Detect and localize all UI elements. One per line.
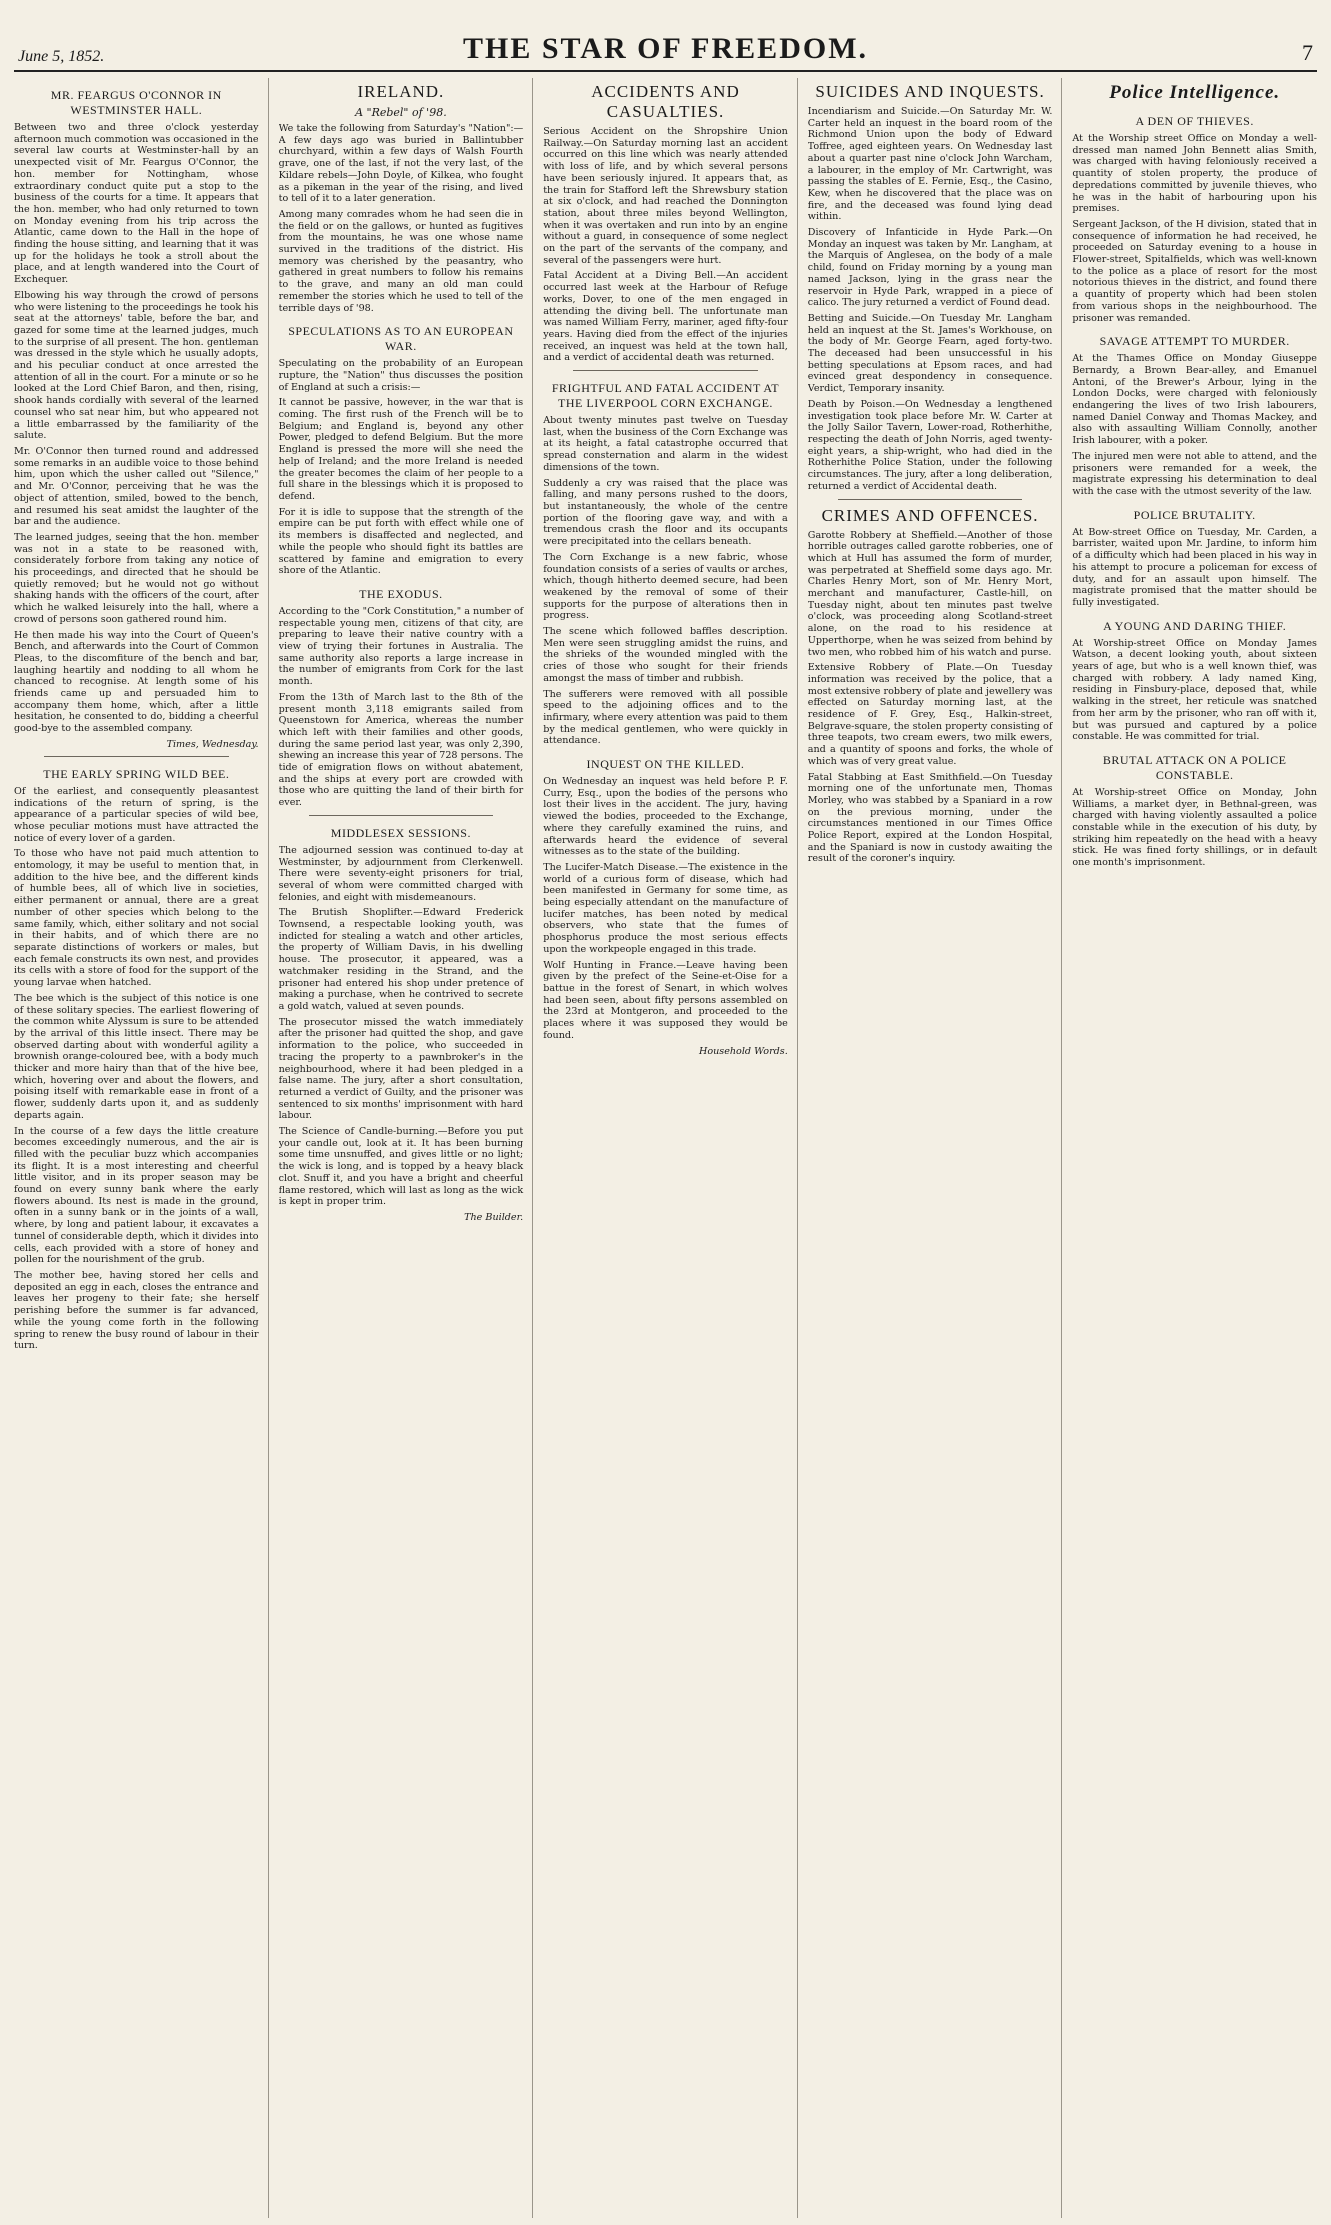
paragraph: At Worship-street Office on Monday James Watson, a decent looking youth, about sixteen years of age, but who is a well known thief, was charged with robbery. A lady named King, residing in Finsbury-place, deposed that, while walking in the street, her reticule was snatched from her arm by the prisoner, who ran off with it, but was pursued and captured by a police constable. He was committed for trial. [1072, 637, 1317, 743]
paragraph: The scene which followed baffles description. Men were seen struggling amidst the ruins, and the shrieks of the wounded mingled with the cries of those who sought for their friends amongst the mass of timber and rubbish. [543, 626, 788, 684]
paragraph: The adjourned session was continued to-day at Westminster, by adjournment from Clerkenwell. There were seventy-eight prisoners for trial, several of whom were committed charged with felonies, and eight with misdemeanours. [278, 844, 524, 903]
divider [838, 499, 1023, 500]
article-title: A "Rebel" of '98. [355, 106, 447, 119]
column-4 [808, 78, 1063, 2218]
section-heading: SUICIDES AND INQUESTS. [815, 82, 1045, 101]
paragraph: Between two and three o'clock yesterday afternoon much commotion was occasioned in the several law courts at Westminster-hall by an unexpected visit of Mr. Feargus O'Connor, the hon. member for Nottingham, whose extraordinary conduct quite put a stop to the business of the courts for a time. It appears that the hon. member, who had only returned to town on Monday evening from his trip across the Atlantic, came down to the Hall in the hope of finding the house sitting, and learning that it was up for the holidays he took a stroll about the place, and at length wandered into the Court of Exchequer. [14, 122, 259, 286]
article-source: Times, Wednesday. [166, 738, 259, 750]
paragraph: Serious Accident on the Shropshire Union Railway.—On Saturday morning last an accident occurred on this line which was nearly attended with loss of life, and by which several persons have been seriously injured. It appears that, as the train for Stafford left the Shrewsbury station at six o'clock, and had reached the Donnington station, about three miles beyond Wellington, when it was overtaken and run into by an engine without a guard, in consequence of some neglect on the part of the servants of the company, and several of the passengers were hurt. [543, 126, 788, 266]
paragraph: He then made his way into the Court of Queen's Bench, and afterwards into the Court of Common Pleas, to the discomfiture of the bench and bar, laughing heartily and nodding to all whom he chanced to recognise. At length some of his friends came up and persuaded him to accompany them home, which, after a little hesitation, he consented to do, bidding a cheerful good-bye to the assembled company. [14, 629, 259, 735]
paragraph: Of the earliest, and consequently pleasantest indications of the return of spring, is the appearance of a particular species of wild bee, whose peculiar motions must have attracted the notice of every lover of a garden. [14, 785, 259, 844]
article-title: MR. FEARGUS O'CONNOR IN WESTMINSTER HALL. [50, 88, 222, 117]
paragraph: Garotte Robbery at Sheffield.—Another of those horrible outrages called garotte robberies, one of which at Hull has assumed the form of murder, was perpetrated at Sheffield some days ago. Mr. Charles Henry Mort, son of Mr. Henry Mort, merchant and manufacturer, Castle-hill, on Tuesday night, about ten minutes past twelve o'clock, was proceeding along Scotland-street alone, on the road to his residence at Upperthorpe, when he was seized from behind by two men, who robbed him of his watch and purse. [807, 529, 1053, 658]
article-title: A DEN OF THIEVES. [1135, 114, 1254, 128]
paragraph: Sergeant Jackson, of the H division, stated that in consequence of information he had received, he proceeded on Saturday evening to a house in Flower-street, Spitalfields, which was well-known to the police as a place of resort for the most notorious thieves in the district, and found there a quantity of property which had been stolen from various shops in the neighbourhood. The prisoner was remanded. [1072, 218, 1317, 324]
paragraph: To those who have not paid much attention to entomology, it may be useful to mention that, in addition to the hive bee, and the different kinds of humble bees, all of which live in societies, either permanent or annual, there are a great number of other species which belong to the same family, which, either solitary and not social in their habits, and of which there are no separate distinctions of workers or males, but each female constructs its own nest, and provides its cells with a store of food for the support of the young larvae when hatched. [14, 848, 259, 989]
divider [309, 815, 494, 816]
paragraph: The learned judges, seeing that the hon. member was not in a state to be reasoned with, considerately forbore from taking any notice of his proceedings, and directed that he should be quietly removed; but he would not go without shaking hands with the officers of the court, after which he walked leisurely into the hall, where a crowd of persons soon gathered round him. [14, 531, 259, 625]
paragraph: Incendiarism and Suicide.—On Saturday Mr. W. Carter held an inquest in the board room of the Richmond Union upon the body of Edward Toffree, aged eighteen years. On Wednesday last about a quarter past nine o'clock John Warcham, a labourer, in the employ of Mr. Cartwright, was passing the stables of E. Fernie, Esq., the Casino, Kew, when he discovered that the place was on fire, and the deceased was found lying dead within. [807, 106, 1053, 223]
article-title: SAVAGE ATTEMPT TO MURDER. [1099, 334, 1290, 349]
issue-date: June 5, 1852. [18, 48, 105, 65]
paragraph: On Wednesday an inquest was held before P. F. Curry, Esq., upon the bodies of the persons who lost their lives in the accident. The jury, having viewed the bodies, proceeded to the Exchange, where they carefully examined the ruins, and afterwards heard the evidence of several witnesses as to the state of the building. [543, 776, 788, 858]
article-title: THE EXODUS. [359, 586, 443, 601]
article-title: A YOUNG AND DARING THIEF. [1103, 618, 1287, 633]
article-title: BRUTAL ATTACK ON A POLICE CONSTABLE. [1102, 752, 1287, 782]
paragraph: Mr. O'Connor then turned round and addressed some remarks in an audible voice to those behind him, upon which the usher called out "Silence," and Mr. O'Connor, perceiving that he was the object of attention, smiled, bowed to the bench, and resumed his seat amidst the laughter of the bar and the audience. [14, 445, 259, 528]
paragraph: At Bow-street Office on Tuesday, Mr. Carden, a barrister, waited upon Mr. Jardine, to inform him of a difficulty which had been placed in his way in his attempt to procure a policeman for excess of duty, and for an assault upon himself. The magistrate promised that the matter should be fully investigated. [1072, 526, 1317, 608]
paragraph: The sufferers were removed with all possible speed to the adjoining offices and to the infirmary, where every attention was paid to them by the medical gentlemen, who were quickly in attendance. [543, 688, 788, 747]
paragraph: Suddenly a cry was raised that the place was falling, and many persons rushed to the doors, but instantaneously, the whole of the centre portion of the flooring gave way, and with a tremendous crash the floor and its occupants were precipitated into the cellars beneath. [543, 477, 788, 548]
paragraph: Elbowing his way through the crowd of persons who were listening to the proceedings he took his seat at the attorneys' table, before the bar, and gazed for some time at the learned judges, much to the surprise of all present. The hon. gentleman was dressed in the style which he usually adopts, and his peculiar conduct at once arrested the attention of all in the court. For a minute or so he looked at the Lord Chief Baron, and then, rising, shook hands cordially with several of the learned counsel who sat near him, but who appeared not a little embarrassed by the familiarity of the salute. [14, 289, 259, 442]
paragraph: It cannot be passive, however, in the war that is coming. The first rush of the French will be to Belgium; and England is, beyond any other Power, pledged to defend Belgium. But the more England is pressed the more will she need the help of Ireland; and the more Ireland is needed the greater becomes the claim of her people to a full share in the blessings which it is proposed to defend. [278, 397, 524, 502]
paragraph: Death by Poison.—On Wednesday a lengthened investigation took place before Mr. W. Carter at the Jolly Sailor Tavern, Lower-road, Rotherhithe, respecting the death of John Norris, aged twenty-eight years, a ship-wright, who had died in the Rotherhithe Police Station, under the following circumstances. The jury, after a long deliberation, returned a verdict of Accidental death. [807, 398, 1053, 492]
paragraph: Betting and Suicide.—On Tuesday Mr. Langham held an inquest at the St. James's Workhouse, on the body of Mr. George Fearn, aged forty-two. The deceased had been unsuccessful in his betting speculations at Epsom races, and had evinced great despondency in consequence. Verdict, Temporary insanity. [807, 312, 1053, 395]
article-title: MIDDLESEX SESSIONS. [330, 825, 471, 840]
paragraph: We take the following from Saturday's "Nation":—A few days ago was buried in Ballintubber churchyard, within a few days of Walsh Fourth grave, one of the last, if not the very last, of the Kildare rebels—John Doyle, of Kilkea, who fought as a pikeman in the year of the rising, and lived to tell of it to a later generation. [278, 123, 524, 205]
paragraph: At the Thames Office on Monday Giuseppe Bernardy, a Brown Bear-alley, and Emanuel Antoni, of the Brewer's Arbour, lying in the London Docks, were charged with feloniously endangering the lives of two Irish labourers, named Daniel Conway and Thomas Mackey, and also with assaulting William Connolly, another Irish labourer, with a poker. [1072, 353, 1317, 447]
paragraph: Speculating on the probability of an European rupture, the "Nation" thus discusses the position of England at such a crisis:— [278, 358, 524, 393]
article-source: Household Words. [698, 1045, 788, 1057]
paragraph: Fatal Accident at a Diving Bell.—An accident occurred last week at the Harbour of Refuge works, Dover, to one of the men engaged in attending the diving bell. The unfortunate man was named William Ferry, mariner, aged fifty-four years. Having died from the effect of the injuries received, an inquest was held at the town hall, and a verdict of accidental death was returned. [543, 270, 788, 364]
paragraph: In the course of a few days the little creature becomes exceedingly numerous, and the air is filled with the peculiar buzz which accompanies its flight. It is a most interesting and cheerful little visitor, and in its proper season may be found on every sunny bank where the early flowers abound. Its nest is made in the ground, often in a sunny bank or in the joints of a wall, where, by long and patient labour, it excavates a tunnel of considerable depth, which it divides into cells, each provided with a store of honey and pollen for the nourishment of the grub. [14, 1125, 259, 1266]
article-title: POLICE BRUTALITY. [1133, 507, 1256, 522]
column-2 [279, 78, 534, 2218]
section-heading: CRIMES AND OFFENCES. [821, 505, 1039, 525]
paragraph: Among many comrades whom he had seen die in the field or on the gallows, or hunted as fugitives from the mountains, he was one whose name survived in the traditions of the district. His memory was cherished by the peasantry, who gathered in great numbers to follow his remains to the grave, and many an old man could remember the stories which he used to tell of the terrible days of '98. [278, 208, 524, 314]
column-3 [543, 78, 798, 2218]
divider [44, 756, 229, 757]
section-heading: ACCIDENTS AND CASUALTIES. [591, 82, 740, 121]
paragraph: About twenty minutes past twelve on Tuesday last, when the business of the Corn Exchange was at its height, a fatal catastrophe occurred that spread consternation and alarm in the widest dimensions of the town. [543, 415, 788, 473]
paragraph: According to the "Cork Constitution," a number of respectable young men, citizens of that city, are preparing to leave their native country with a view of trying their fortunes in Australia. The same authority also reports a large increase in the number of emigrants from Cork for the last month. [278, 605, 524, 688]
section-heading: IRELAND. [357, 82, 445, 101]
article-title: FRIGHTFUL AND FATAL ACCIDENT AT THE LIVERPOOL CORN EXCHANGE. [551, 381, 780, 411]
divider [573, 370, 758, 371]
paragraph: For it is idle to suppose that the strength of the empire can be put forth with effect while one of its members is disaffected and neglected, and while the people who should fight its battles are scattered by famine and emigration to every shore of the Atlantic. [278, 506, 524, 577]
page-number: 7 [1302, 40, 1313, 65]
paragraph: The mother bee, having stored her cells and deposited an egg in each, closes the entrance and leaves her progeny to their fate; she herself perishing before the summer is far advanced, while the young come forth in the following spring to renew the busy round of labour in their turn. [14, 1269, 259, 1352]
paragraph: Wolf Hunting in France.—Leave having been given by the prefect of the Seine-et-Oise for a battue in the forest of Senart, in which wolves had been seen, about fifty persons assembled on the 23rd at Montgeron, and proceeded to the places where it was supposed they would be found. [543, 959, 788, 1041]
paragraph: The Science of Candle-burning.—Before you put your candle out, look at it. It has been burning some time unsnuffed, and gives little or no light; the wick is long, and is topped by a heavy black clot. Snuff it, and you have a bright and cheerful flame restored, which will last as long as the wick is kept in proper trim. [278, 1126, 524, 1208]
section-heading: Police Intelligence. [1109, 82, 1281, 103]
article-title: THE EARLY SPRING WILD BEE. [43, 766, 230, 781]
paragraph: The Lucifer-Match Disease.—The existence in the world of a curious form of disease, which had been manifested in Germany for some time, as being especially attendant on the manufacture of lucifer matches, has been noted by medical observers, who state that the fumes of phosphorus produce the most serious effects upon the workpeople engaged in this trade. [543, 861, 788, 955]
columns [14, 78, 1317, 2218]
paragraph: The Corn Exchange is a new fabric, whose foundation consists of a series of vaults or arches, which, though hitherto deemed secure, had been weakened by the removal of some of their supports for the purpose of alterations then in progress. [543, 551, 788, 622]
paragraph: At Worship-street Office on Monday, John Williams, a market dyer, in Bethnal-green, was charged with having violently assaulted a police constable while in the execution of his duty, by striking him repeatedly on the head with a heavy stick. He was fined forty shillings, or in default one month's imprisonment. [1072, 786, 1317, 869]
newspaper-title: THE STAR OF FREEDOM. [462, 32, 869, 65]
article-title: INQUEST ON THE KILLED. [586, 757, 745, 772]
paragraph: The Brutish Shoplifter.—Edward Frederick Townsend, a respectable looking youth, was indicted for stealing a watch and other articles, the property of William Davis, in his dwelling house. The prosecutor, it appeared, was a watchmaker residing in the Strand, and the prisoner had entered his shop under pretence of making a purchase, when he contrived to secrete a gold watch, valued at seven pounds. [278, 907, 524, 1012]
paragraph: The bee which is the subject of this notice is one of these solitary species. The earliest flowering of the common white Alyssum is sure to be attended by the arrival of this little insect. There may be observed darting about with wonderful agility a brownish orange-coloured bee, with a body much thicker and more hairy than that of the hive bee, which, hovering over and about the flowers, and poising itself with remarkable ease in front of a flower, suddenly darts upon it, and as suddenly departs again. [14, 992, 259, 1121]
paragraph: The prosecutor missed the watch immediately after the prisoner had quitted the shop, and gave information to the police, who succeeded in tracing the property to a pawnbroker's in the neighbourhood, where it had been pledged in a false name. The jury, after a short consultation, returned a verdict of Guilty, and the prisoner was sentenced to six months' imprisonment with hard labour. [278, 1016, 524, 1122]
article-title: SPECULATIONS AS TO AN EUROPEAN WAR. [288, 324, 514, 354]
paragraph: Discovery of Infanticide in Hyde Park.—On Monday an inquest was taken by Mr. Langham, at the Marquis of Anglesea, on the body of a male child, found on Friday morning by a young man named Jackson, lying in the grass near the reservoir in Hyde Park, wrapped in a piece of calico. The jury returned a verdict of Found dead. [807, 227, 1053, 309]
article-source: The Builder. [464, 1211, 524, 1223]
paragraph: The injured men were not able to attend, and the prisoners were remanded for a week, the magistrate expressing his determination to deal with the case with the utmost severity of the law. [1072, 450, 1317, 497]
paragraph: Fatal Stabbing at East Smithfield.—On Tuesday morning one of the unfortunate men, Thomas Morley, who was stabbed by a Spaniard in a row on the previous morning, under the circumstances mentioned in our Times Office Police Report, expired at the London Hospital, and the Spaniard is now in custody awaiting the result of the coroner's inquiry. [807, 771, 1053, 865]
column-1 [14, 78, 269, 2218]
column-5 [1072, 78, 1317, 2218]
masthead [14, 14, 1317, 72]
paragraph: From the 13th of March last to the 8th of the present month 3,118 emigrants sailed from Queenstown for America, whereas the number which left with their families and other goods, during the same period last year, was only 2,390, shewing an increase this year of 728 persons. The tide of emigration flows on without abatement, and the ships at every port are crowded with those who are quitting the land of their birth for ever. [278, 691, 524, 809]
paragraph: Extensive Robbery of Plate.—On Tuesday information was received by the police, that a most extensive robbery of plate and jewellery was effected on Saturday morning last, at the residence of F. Grey, Esq., Halkin-street, Belgrave-square, the stolen property consisting of three teapots, two cream ewers, two milk ewers, and a quantity of spoons and forks, the whole of which was of very great value. [807, 662, 1053, 767]
paragraph: At the Worship street Office on Monday a well-dressed man named John Bennett alias Smith, was charged with having feloniously received a quantity of stolen property, the produce of depredations committed by juvenile thieves, who he was in the habit of harbouring upon his premises. [1072, 133, 1317, 215]
